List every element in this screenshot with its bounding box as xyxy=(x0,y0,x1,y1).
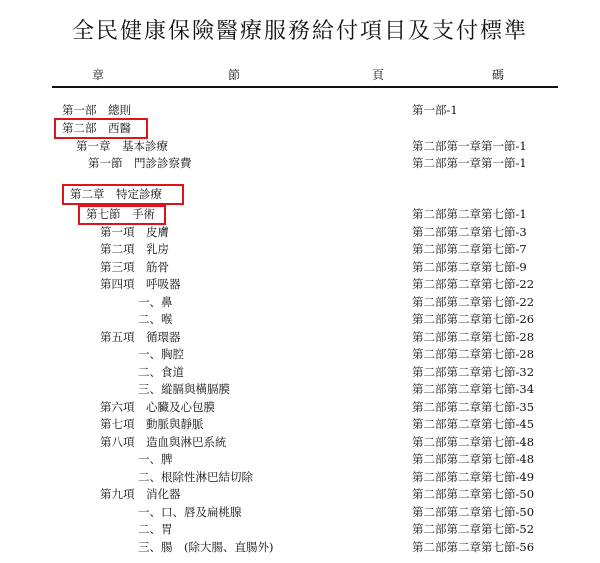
toc-page: 第二部第二章第七節-48 xyxy=(412,452,535,466)
highlight-box-special-treatment xyxy=(62,184,184,205)
toc-row xyxy=(0,241,600,258)
toc-row xyxy=(0,486,600,503)
toc-row xyxy=(0,399,600,416)
toc-label: 二、胃 xyxy=(138,522,173,536)
toc-label: 一、鼻 xyxy=(138,295,173,309)
toc-row xyxy=(0,224,600,241)
toc-label: 二、喉 xyxy=(138,312,173,326)
toc-page: 第二部第二章第七節-32 xyxy=(412,365,535,379)
toc-label: 第七節 手術 xyxy=(86,207,155,221)
toc-row xyxy=(0,294,600,311)
toc-label: 第一部 總則 xyxy=(62,103,131,117)
toc-row xyxy=(0,259,600,276)
toc-row xyxy=(0,539,600,556)
toc-row xyxy=(0,346,600,363)
toc-label: 一、胸腔 xyxy=(138,347,184,361)
toc-page: 第二部第二章第七節-26 xyxy=(412,312,535,326)
toc-page: 第二部第二章第七節-52 xyxy=(412,522,535,536)
toc-page: 第一部-1 xyxy=(412,103,458,117)
toc-label: 第二章 特定診療 xyxy=(70,187,162,201)
toc-label: 第九項 消化器 xyxy=(100,487,181,501)
toc-label: 二、食道 xyxy=(138,365,184,379)
toc-row xyxy=(0,451,600,468)
toc-row xyxy=(0,521,600,538)
toc-label: 第二項 乳房 xyxy=(100,242,169,256)
toc-label: 第七項 動脈與靜脈 xyxy=(100,417,204,431)
header-divider xyxy=(52,86,558,88)
toc-row xyxy=(0,138,600,155)
toc-row xyxy=(0,329,600,346)
toc-row xyxy=(0,311,600,328)
toc-row xyxy=(0,276,600,293)
toc-row xyxy=(0,469,600,486)
header-section: 節 xyxy=(228,68,241,82)
toc-page: 第二部第二章第七節-9 xyxy=(412,260,527,274)
toc-page: 第二部第二章第七節-50 xyxy=(412,487,535,501)
toc-label: 三、縱膈與橫膈膜 xyxy=(138,382,230,396)
toc-page: 第二部第二章第七節-49 xyxy=(412,470,535,484)
toc-label: 第八項 造血與淋巴系統 xyxy=(100,435,227,449)
toc-page: 第二部第二章第七節-7 xyxy=(412,242,527,256)
document-title: 全民健康保險醫療服務給付項目及支付標準 xyxy=(71,19,528,44)
highlight-box-west-medicine xyxy=(54,118,148,139)
header-page: 頁 xyxy=(372,68,385,82)
toc-page: 第二部第二章第七節-50 xyxy=(412,505,535,519)
toc-label: 三、腸 (除大腸、直腸外) xyxy=(138,540,274,554)
toc-label: 一、口、唇及扁桃腺 xyxy=(138,505,242,519)
toc-label: 第四項 呼吸器 xyxy=(100,277,181,291)
toc-page: 第二部第二章第七節-45 xyxy=(412,417,535,431)
toc-row xyxy=(0,504,600,521)
toc-page: 第二部第二章第七節-3 xyxy=(412,225,527,239)
toc-label: 第五項 循環器 xyxy=(100,330,181,344)
highlight-box-surgery xyxy=(78,205,166,225)
toc-row xyxy=(0,364,600,381)
toc-label: 第三項 筋骨 xyxy=(100,260,169,274)
toc-label: 一、脾 xyxy=(138,452,173,466)
toc-row xyxy=(0,381,600,398)
toc-page: 第二部第二章第七節-1 xyxy=(412,207,527,221)
toc-page: 第二部第二章第七節-48 xyxy=(412,435,535,449)
toc-label: 二、根除性淋巴結切除 xyxy=(138,470,253,484)
toc-row xyxy=(0,155,600,172)
toc-label: 第六項 心臟及心包膜 xyxy=(100,400,215,414)
header-chapter: 章 xyxy=(92,68,105,82)
toc-page: 第二部第二章第七節-34 xyxy=(412,382,535,396)
toc-page: 第二部第一章第一節-1 xyxy=(412,156,527,170)
toc-row xyxy=(0,102,600,119)
toc-page: 第二部第二章第七節-56 xyxy=(412,540,535,554)
toc-page: 第二部第二章第七節-22 xyxy=(412,295,535,309)
toc-page: 第二部第二章第七節-28 xyxy=(412,347,535,361)
toc-label: 第二部 西醫 xyxy=(62,121,131,135)
header-code: 碼 xyxy=(492,68,505,82)
toc-page: 第二部第二章第七節-22 xyxy=(412,277,535,291)
toc-page: 第二部第一章第一節-1 xyxy=(412,139,527,153)
toc-page: 第二部第二章第七節-35 xyxy=(412,400,535,414)
toc-row xyxy=(0,416,600,433)
toc-label: 第一章 基本診療 xyxy=(76,139,168,153)
toc-label: 第一節 門診診察費 xyxy=(88,156,192,170)
toc-label: 第一項 皮膚 xyxy=(100,225,169,239)
toc-row xyxy=(0,434,600,451)
toc-page: 第二部第二章第七節-28 xyxy=(412,330,535,344)
